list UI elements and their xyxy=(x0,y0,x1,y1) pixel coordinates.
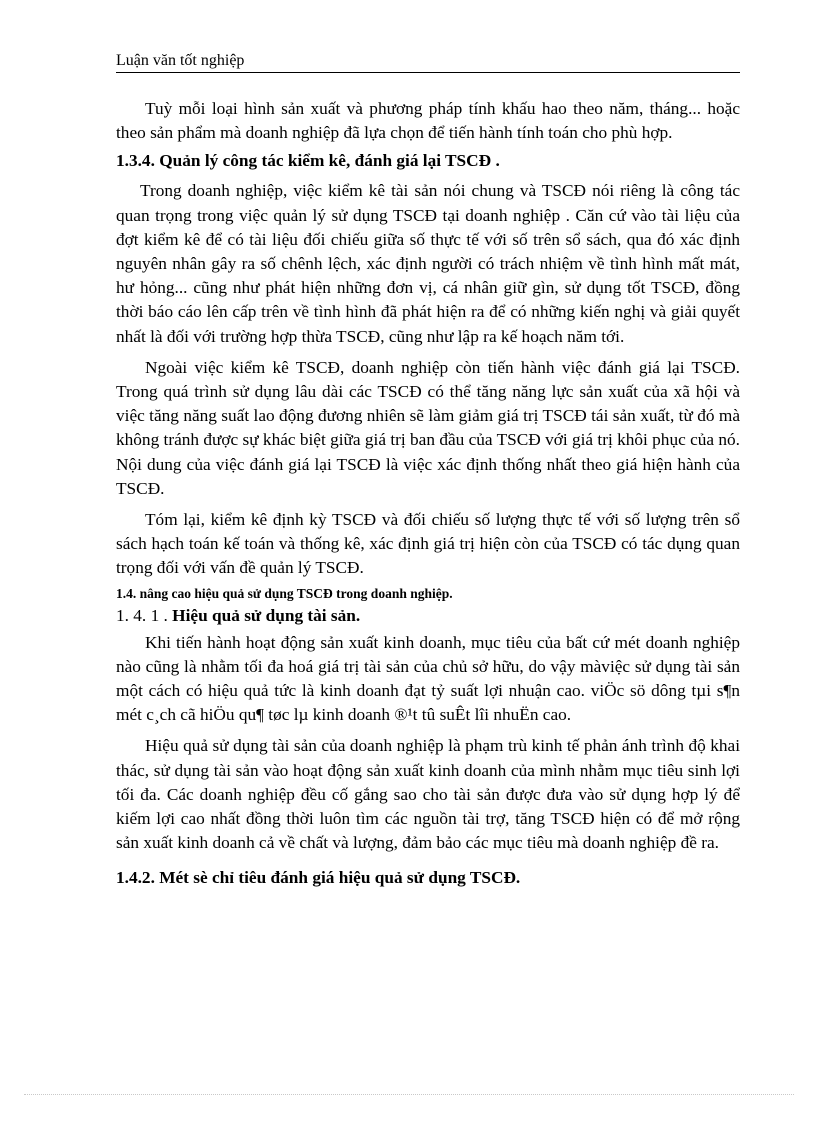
paragraph-revaluation: Ngoài việc kiểm kê TSCĐ, doanh nghiệp còn tiến hành việc đánh giá lại TSCĐ. Trong quá trình sử dụng lâu dài các TSCĐ có thể tăng năng lực sản xuất của xã hội và việc tăng năng suất lao động đương nhiên sẽ làm giảm giá trị TSCĐ tái sản xuất, từ đó mà không tránh được sự khác biệt giữa giá trị ban đầu của TSCĐ với giá trị khôi phục của nó. Nội dung của việc đánh giá lại TSCĐ là việc xác định thống nhất theo giá hiện hành của TSCĐ. xyxy=(116,357,740,498)
header-title: Luận văn tốt nghiệp xyxy=(116,52,245,69)
heading-1-4-1-number: 1. 4. 1 . xyxy=(116,605,168,625)
paragraph-inventory-check: Trong doanh nghiệp, việc kiểm kê tài sản nói chung và TSCĐ nói riêng là công tác quan trọng trong việc quản lý sử dụng TSCĐ tại doanh nghiệp . Căn cứ vào tài liệu của đợt kiểm kê để có tài liệu đối chiếu giữa số thực tế với số trên sổ sách, qua đó xác định nguyên nhân gây ra số chênh lệch, xác định người có trách nhiệm về tình hình mất mát, hư hỏng... cũng như phát hiện những đơn vị, cá nhân giữ gìn, sử dụng tốt TSCĐ, đồng thời báo cáo lên cấp trên về tình hình đã phát hiện ra để có những kiến nghị và giải quyết nhất là đối với trường hợp thừa TSCĐ, cũng như lập ra kế hoạch năm tới. xyxy=(116,181,740,346)
paragraph-asset-efficiency: Khi tiến hành hoạt động sản xuất kinh doanh, mục tiêu của bất cứ mét doanh nghiệp nào cũng là nhằm tối đa hoá giá trị tài sản của chủ sở hữu, do vậy màviệc sử dụng tài sản một cách có hiệu quả tức là kinh doanh đạt tỷ suất lợi nhuận cao. viÖc sö dông tµi s¶n mét c¸ch cã hiÖu qu¶ tøc lµ kinh doanh ®¹t tû suÊt lîi nhuËn cao. xyxy=(116,632,740,725)
paragraph-efficiency-definition: Hiệu quả sử dụng tài sản của doanh nghiệp là phạm trù kinh tế phản ánh trình độ khai thác, sử dụng tài sản vào hoạt động sản xuất kinh doanh của mình nhằm mục tiêu sinh lợi tối đa. Các doanh nghiệp đều cố gắng sao cho tài sản được đưa vào sử dụng hợp lý để kiếm lợi cao nhất đồng thời luôn tìm các nguồn tài trợ, tăng TSCĐ hiện có để mở rộng sản xuất kinh doanh cả về chất và lượng, đảm bảo các mục tiêu mà doanh nghiệp đề ra. xyxy=(116,736,740,853)
heading-1-3-4: 1.3.4. Quản lý công tác kiểm kê, đánh giá lại TSCĐ . xyxy=(116,151,500,171)
footer-divider xyxy=(24,1094,794,1095)
heading-1-4-1-title: Hiệu quả sử dụng tài sản. xyxy=(172,605,361,625)
document-body xyxy=(116,97,740,889)
heading-1-4-2: 1.4.2. Mét sè chỉ tiêu đánh giá hiệu quả sử dụng TSCĐ. xyxy=(116,868,521,888)
page-header xyxy=(116,50,740,73)
heading-1-4-1 xyxy=(116,604,740,628)
paragraph-summary: Tóm lại, kiểm kê định kỳ TSCĐ và đối chiếu số lượng thực tế với số lượng trên sổ sách hạch toán kế toán và thống kê, xác định giá trị hiện còn của TSCĐ có tác dụng quan trọng đối với vấn đề quản lý TSCĐ. xyxy=(116,510,740,578)
heading-1-4: 1.4. nâng cao hiệu quả sử dụng TSCĐ trong doanh nghiệp. xyxy=(116,585,453,601)
paragraph-depreciation-method: Tuỳ mỗi loại hình sản xuất và phương pháp tính khấu hao theo năm, tháng... hoặc theo sản phẩm mà doanh nghiệp đã lựa chọn để tiến hành tính toán cho phù hợp. xyxy=(116,99,740,143)
